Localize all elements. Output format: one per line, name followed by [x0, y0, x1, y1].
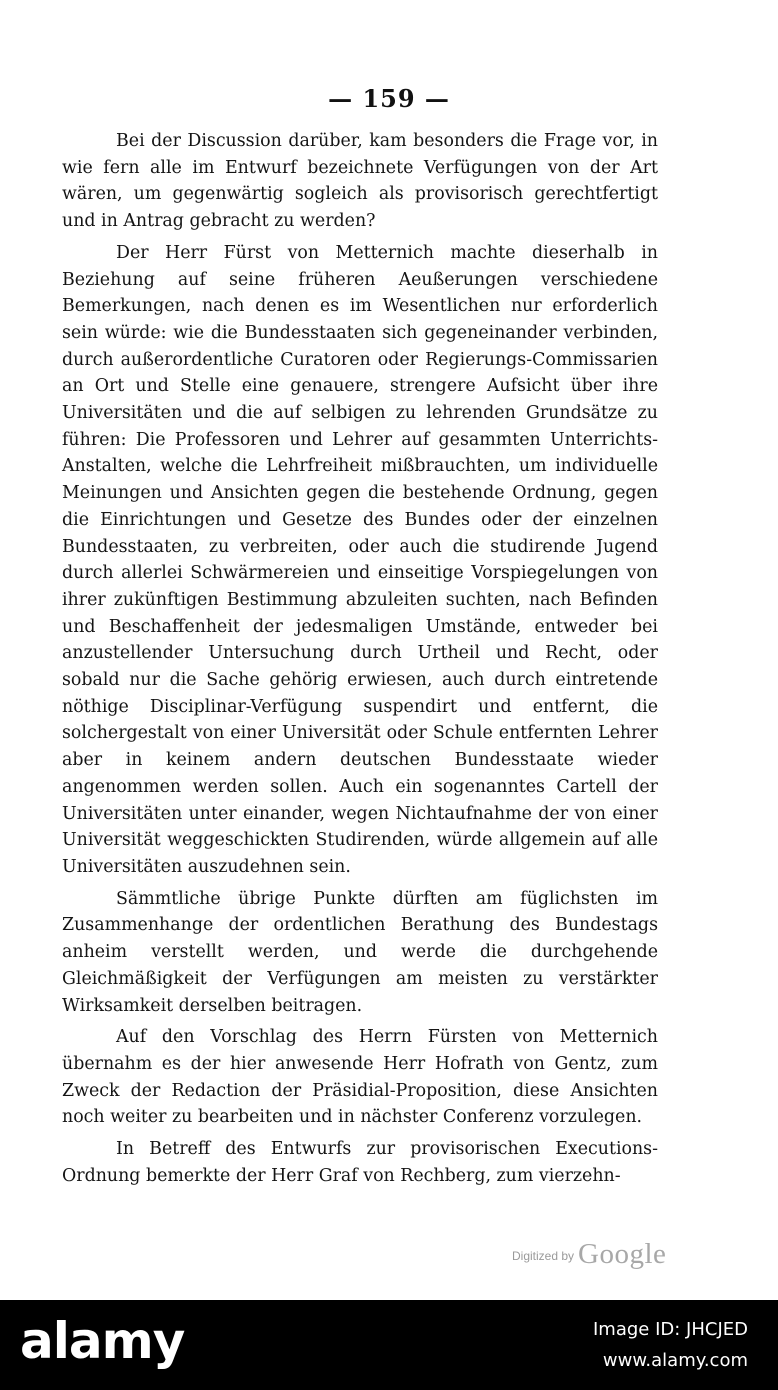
google-logo: Google — [578, 1238, 667, 1270]
paragraph: Der Herr Fürst von Metternich machte dieserhalb in Beziehung auf seine früheren Aeußerungen verschiedene Bemerkungen, nach denen es im Wesentlichen nur erforderlich sein würde: wie die Bundesstaaten sich gegeneinander verbinden, durch außerordentliche Curatoren oder Regierungs-Commissarien an Ort und Stelle eine genauere, strengere Aufsicht über ihre Universitäten und die auf selbigen zu lehrenden Grundsätze zu führen: Die Professoren und Lehrer auf gesammten Unterrichts-Anstalten, welche die Lehrfreiheit mißbrauchten, um individuelle Meinungen und Ansichten gegen die bestehende Ordnung, gegen die Einrichtungen und Gesetze des Bundes oder der einzelnen Bundesstaaten, zu verbreiten, oder auch die studirende Jugend durch allerlei Schwärmereien und einseitige Vorspiegelungen von ihrer zukünftigen Bestimmung abzuleiten suchten, nach Befinden und Beschaffenheit der jedesmaligen Umstände, entweder bei anzustellender Untersuchung durch Urtheil und Recht, oder sobald nur die Sache gehörig erwiesen, auch durch eintretende nöthige Disciplinar-Verfügung suspendirt und entfernt, die solchergestalt von einer Universität oder Schule entfernten Lehrer aber in keinem andern deutschen Bundesstaate wieder angenommen werden sollen. Auch ein sogenanntes Cartell der Universitäten unter einander, wegen Nichtaufnahme der von einer Universität weggeschickten Studirenden, würde allgemein auf alle Universitäten auszudehnen sein. — [62, 242, 658, 877]
stock-photo-banner — [0, 1300, 778, 1390]
paragraph: In Betreff des Entwurfs zur provisorischen Executions-Ordnung bemerkte der Herr Graf von Rechberg, zum vierzehn- — [62, 1139, 658, 1186]
watermark-prefix: Digitized by — [512, 1249, 575, 1263]
site-url: www.alamy.com — [602, 1350, 748, 1371]
google-digitized-watermark — [512, 1238, 666, 1271]
paragraph: Sämmtliche übrige Punkte dürften am füglichsten im Zusammenhange der ordentlichen Berathung des Bundestags anheim verstellt werden, und werde die durchgehende Gleichmäßigkeit der Verfügungen am meisten zu verstärkter Wirksamkeit derselben beitragen. — [62, 888, 658, 1016]
paragraph: Bei der Discussion darüber, kam besonders die Frage vor, in wie fern alle im Entwurf bezeichnete Verfügungen von der Art wären, um gegenwärtig sogleich als provisorisch gerechtfertigt und in Antrag gebracht zu werden? — [62, 131, 658, 232]
paragraph: Auf den Vorschlag des Herrn Fürsten von Metternich übernahm es der hier anwesende Herr Hofrath von Gentz, zum Zweck der Redaction der Präsidial-Proposition, diese Ansichten noch weiter zu bearbeiten und in nächster Conferenz vorzulegen. — [62, 1027, 658, 1128]
body-text — [62, 128, 658, 1194]
alamy-logo: alamy — [20, 1312, 185, 1370]
image-id: Image ID: JHCJED — [592, 1319, 748, 1340]
page-number: — 159 — — [328, 84, 450, 113]
